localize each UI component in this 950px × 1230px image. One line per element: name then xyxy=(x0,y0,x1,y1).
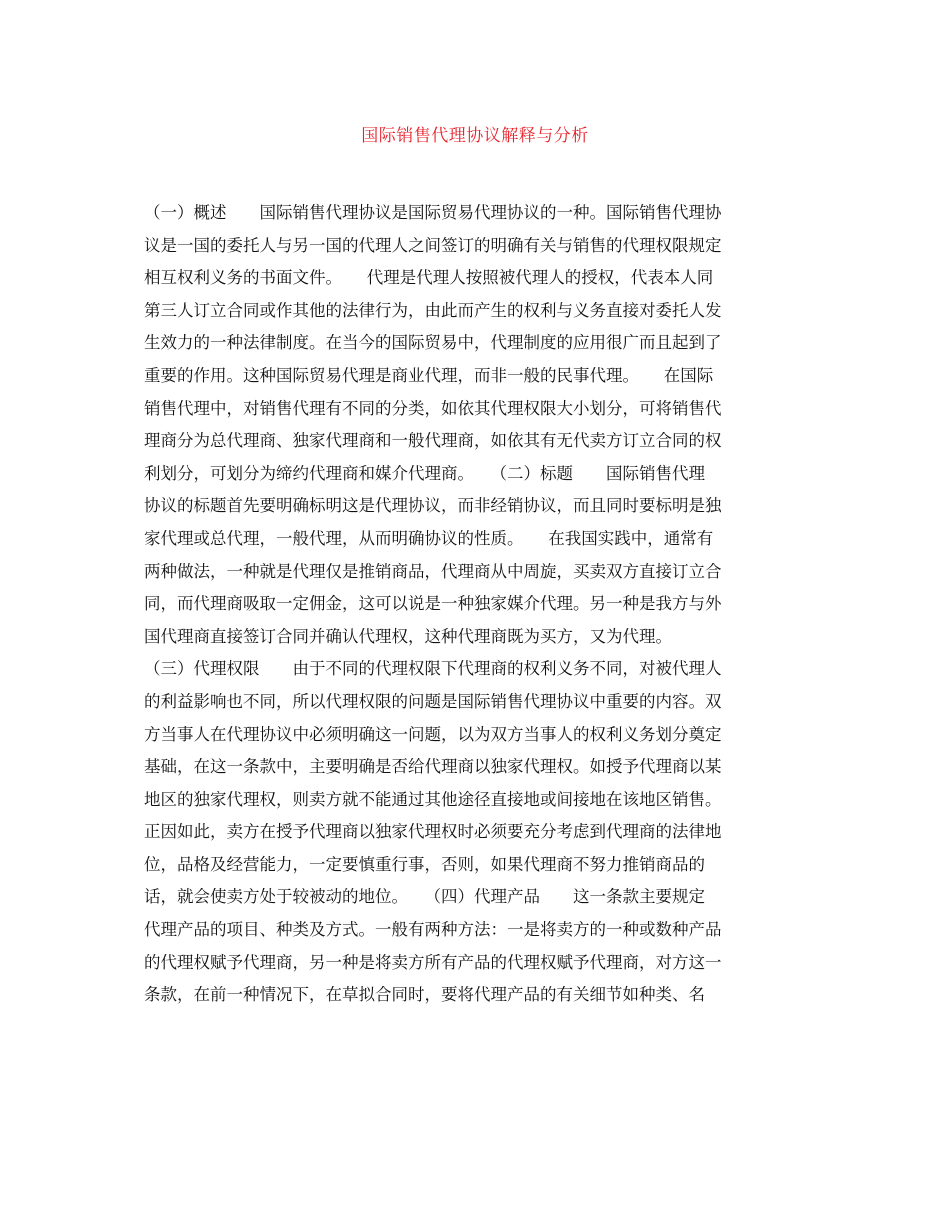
text-line: 国代理商直接签订合同并确认代理权，这种代理商既为买方，又为代理。 xyxy=(144,626,672,646)
text-line: （一）概述 国际销售代理协议是国际贸易代理协议的一种。国际销售代理协 xyxy=(144,203,722,222)
text-line: 相互权利义务的书面文件。 代理是代理人按照被代理人的授权，代表本人同 xyxy=(144,268,714,288)
text-line: 代理产品的项目、种类及方式。一般有两种方法：一是将卖方的一种或数种产品 xyxy=(144,920,722,940)
text-line: 同，而代理商吸取一定佣金，这可以说是一种独家媒介代理。另一种是我方与外 xyxy=(144,594,722,614)
text-line: 的利益影响也不同，所以代理权限的问题是国际销售代理协议中重要的内容。双 xyxy=(144,691,722,711)
text-line: 协议的标题首先要明确标明这是代理协议，而非经销协议，而且同时要标明是独 xyxy=(144,496,722,516)
text-line: 利划分，可划分为缔约代理商和媒介代理商。 （二）标题 国际销售代理 xyxy=(144,463,705,483)
text-line: 家代理或总代理，一般代理，从而明确协议的性质。 在我国实践中，通常有 xyxy=(144,528,714,548)
text-line: 理商分为总代理商、独家代理商和一般代理商，如依其有无代卖方订立合同的权 xyxy=(144,431,722,451)
text-line: 正因如此，卖方在授予代理商以独家代理权时必须要充分考虑到代理商的法律地 xyxy=(144,822,722,842)
text-line: 第三人订立合同或作其他的法律行为，由此而产生的权利与义务直接对委托人发 xyxy=(144,300,722,320)
text-line: 地区的独家代理权，则卖方就不能通过其他途径直接地或间接地在该地区销售。 xyxy=(144,789,722,809)
text-line: 销售代理中，对销售代理有不同的分类，如依其代理权限大小划分，可将销售代 xyxy=(144,398,722,418)
text-line: 方当事人在代理协议中必须明确这一问题，以为双方当事人的权利义务划分奠定 xyxy=(144,724,722,744)
text-line: 的代理权赋予代理商，另一种是将卖方所有产品的代理权赋予代理商，对方这一 xyxy=(144,952,722,972)
text-line: 生效力的一种法律制度。在当今的国际贸易中，代理制度的应用很广而且起到了 xyxy=(144,333,722,353)
text-line: （三）代理权限 由于不同的代理权限下代理商的权利义务不同，对被代理人 xyxy=(144,659,722,679)
document-title: 国际销售代理协议解释与分析 xyxy=(361,126,589,146)
text-line: 话，就会使卖方处于较被动的地位。 （四）代理产品 这一条款主要规定 xyxy=(144,887,705,907)
text-line: 条款，在前一种情况下，在草拟合同时，要将代理产品的有关细节如种类、名 xyxy=(144,985,705,1005)
text-line: 基础，在这一条款中，主要明确是否给代理商以独家代理权。如授予代理商以某 xyxy=(144,757,722,777)
text-line: 重要的作用。这种国际贸易代理是商业代理，而非一般的民事代理。 在国际 xyxy=(144,365,714,385)
text-line: 两种做法，一种就是代理仅是推销商品，代理商从中周旋，买卖双方直接订立合 xyxy=(144,561,722,581)
text-line: 议是一国的委托人与另一国的代理人之间签订的明确有关与销售的代理权限规定 xyxy=(144,235,722,255)
document-body xyxy=(144,197,798,1012)
text-line: 位，品格及经营能力，一定要慎重行事，否则，如果代理商不努力推销商品的 xyxy=(144,854,705,874)
